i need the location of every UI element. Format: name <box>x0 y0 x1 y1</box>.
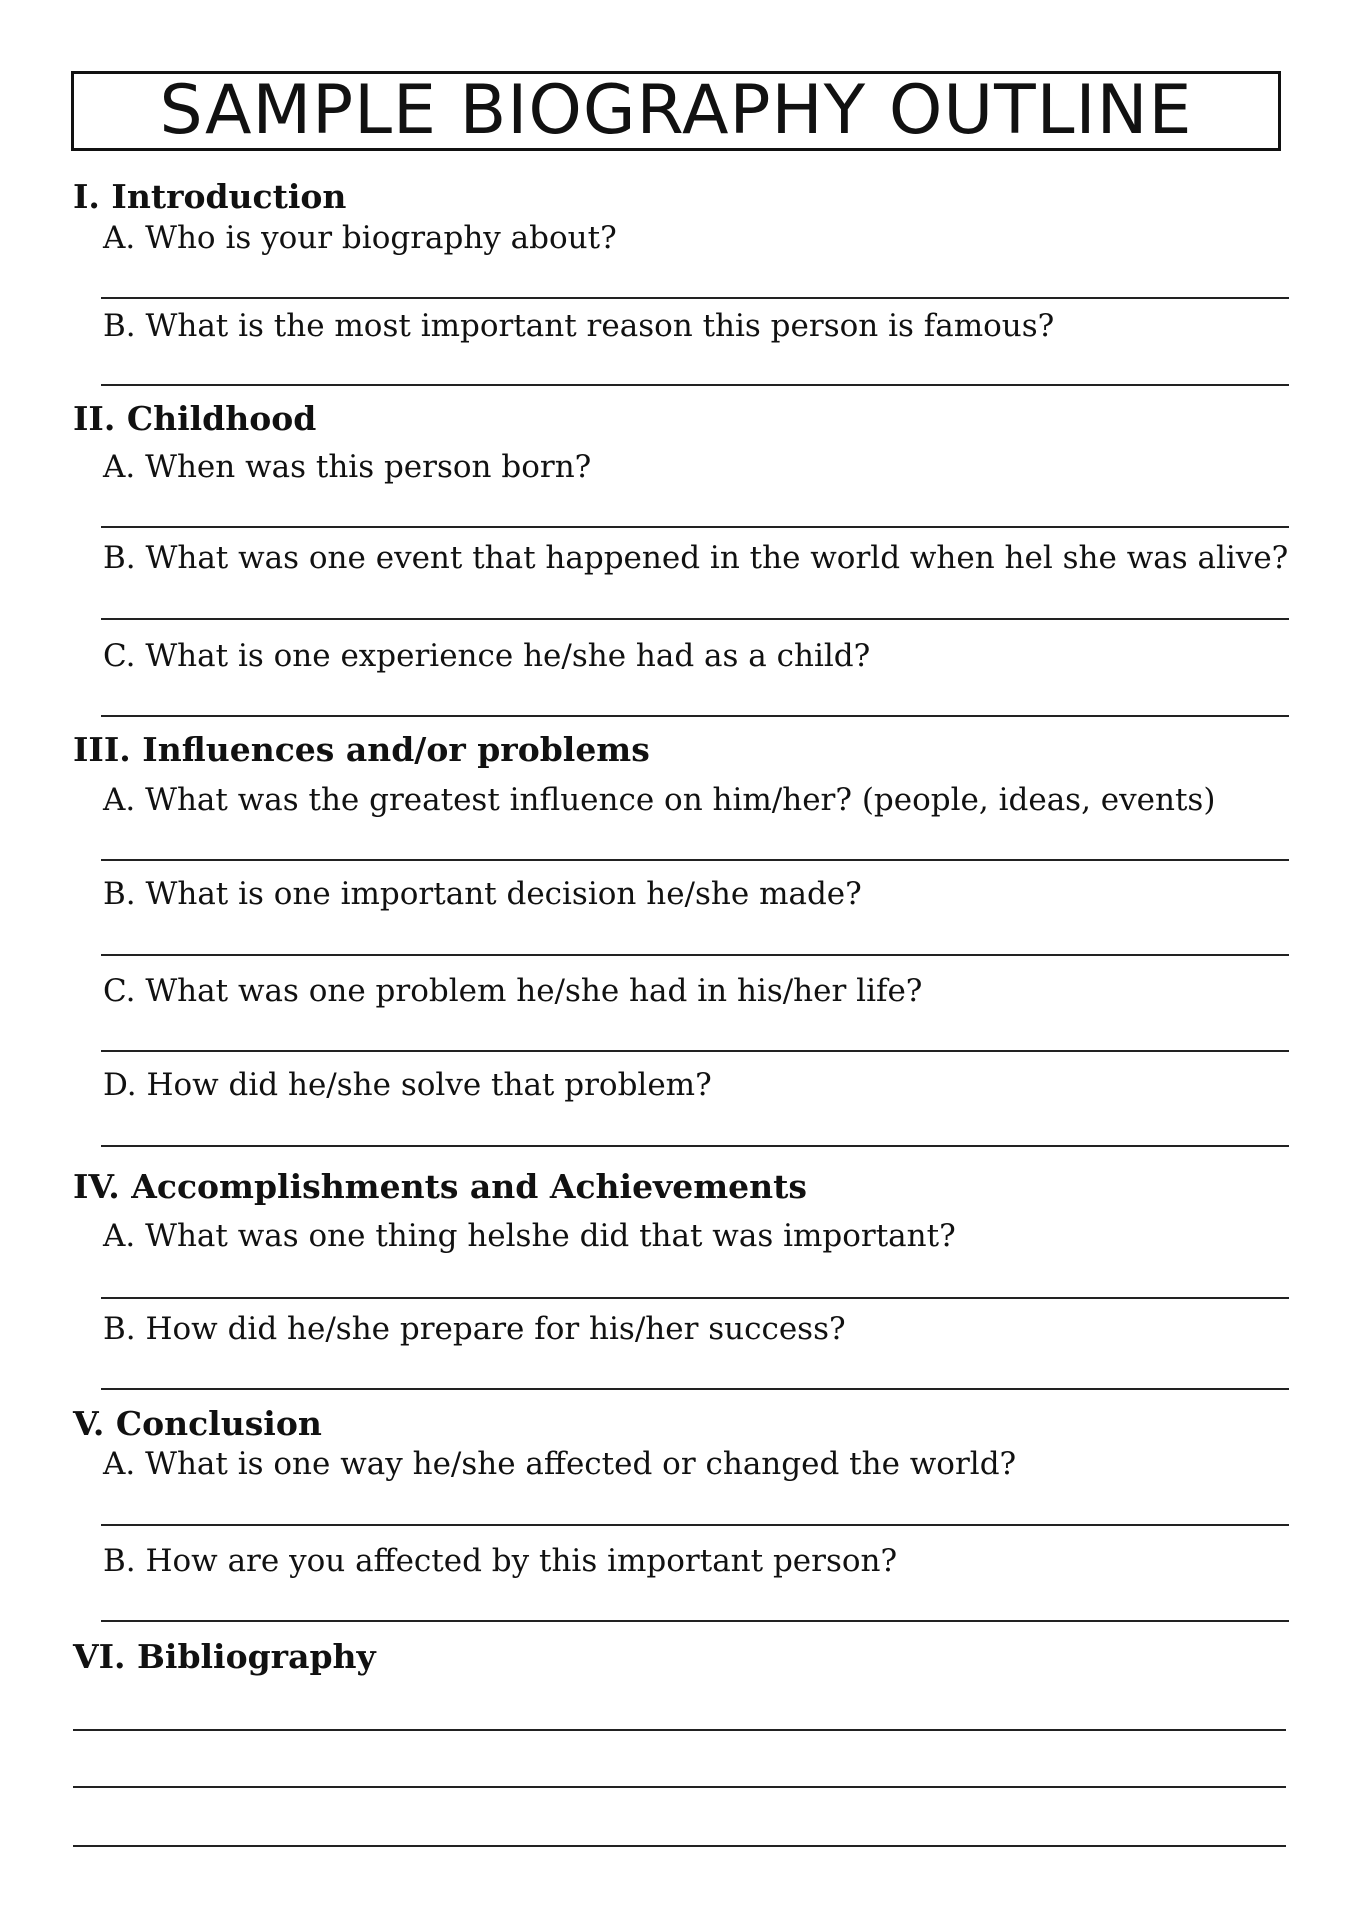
answer-line[interactable] <box>101 618 1289 620</box>
answer-line[interactable] <box>101 384 1289 386</box>
question-text: B. How did he/she prepare for his/her success? <box>103 1311 846 1347</box>
bibliography-line[interactable] <box>73 1845 1286 1847</box>
answer-line[interactable] <box>101 1524 1289 1526</box>
answer-line[interactable] <box>101 1145 1289 1147</box>
question-text: D. How did he/she solve that problem? <box>103 1067 712 1103</box>
section-heading-accomplishments: IV. Accomplishments and Achievements <box>73 1167 807 1206</box>
section-heading-influences: III. Influences and/or problems <box>73 730 650 769</box>
question-text: A. What was one thing helshe did that was important? <box>103 1218 956 1254</box>
answer-line[interactable] <box>101 1620 1289 1622</box>
answer-line[interactable] <box>101 1297 1289 1299</box>
question-text: B. What is the most important reason this person is famous? <box>103 308 1055 344</box>
question-text: B. What was one event that happened in the world when hel she was alive? <box>103 540 1289 576</box>
section-heading-bibliography: VI. Bibliography <box>73 1637 376 1676</box>
question-text: A. When was this person born? <box>103 449 592 485</box>
bibliography-line[interactable] <box>73 1729 1286 1731</box>
answer-line[interactable] <box>101 1388 1289 1390</box>
section-heading-childhood: II. Childhood <box>73 399 317 438</box>
answer-line[interactable] <box>101 859 1289 861</box>
title-box <box>71 71 1281 151</box>
bibliography-line[interactable] <box>73 1786 1286 1788</box>
answer-line[interactable] <box>101 526 1289 528</box>
question-text: A. Who is your biography about? <box>103 220 617 256</box>
question-text: A. What is one way he/she affected or changed the world? <box>103 1446 1017 1482</box>
answer-line[interactable] <box>101 1050 1289 1052</box>
answer-line[interactable] <box>101 715 1289 717</box>
question-text: A. What was the greatest influence on him/her? (people, ideas, events) <box>103 782 1216 818</box>
question-text: B. How are you affected by this important person? <box>103 1543 898 1579</box>
section-heading-conclusion: V. Conclusion <box>73 1404 322 1443</box>
answer-line[interactable] <box>101 954 1289 956</box>
answer-line[interactable] <box>101 297 1289 299</box>
question-text: C. What was one problem he/she had in his/her life? <box>103 973 923 1009</box>
question-text: B. What is one important decision he/she made? <box>103 876 862 912</box>
question-text: C. What is one experience he/she had as a child? <box>103 638 871 674</box>
page-title: SAMPLE BIOGRAPHY OUTLINE <box>159 71 1193 150</box>
section-heading-introduction: I. Introduction <box>73 177 347 216</box>
